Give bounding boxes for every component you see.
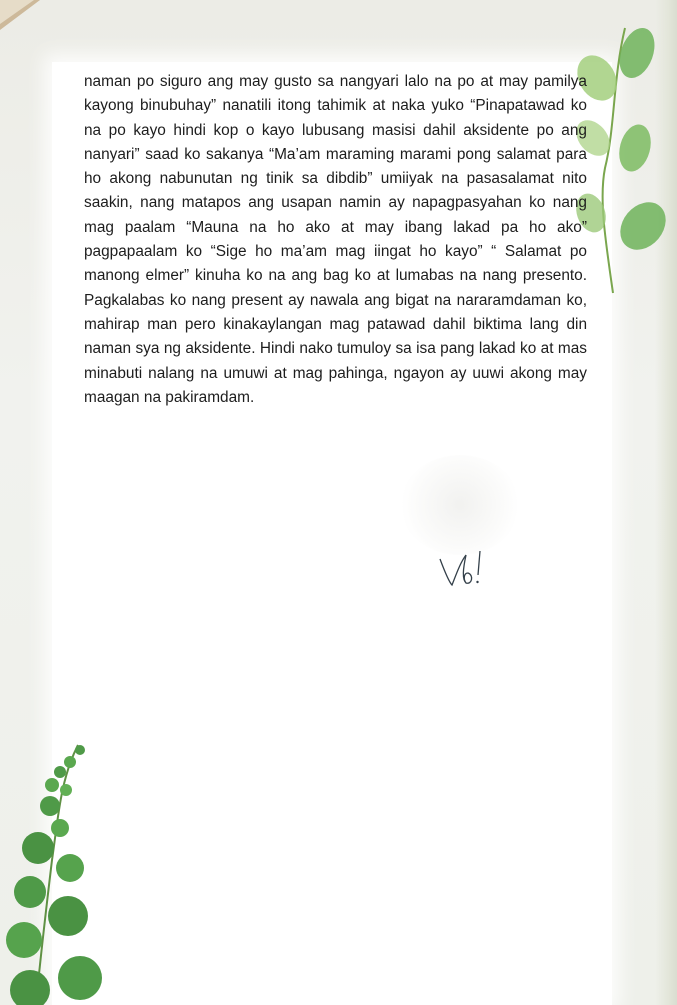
body-text: naman po siguro ang may gusto sa nangyari lalo na po at may pamilya kayong binubuhay” nanatili itong tahimik at naka yuko “Pinapatawad ko na po kayo hindi kop o kayo lubusang masisi dahil aksidente po ang nanyari” saad ko sakanya “Ma’am maraming marami pong salamat para ho akong nabunutan ng tinik sa dibdib” umiiyak na pasasalamat nito saakin, nang matapos ang usapan namin ay napagpasyahan ko nang mag paalam “Mauna na ho ako at may ibang lakad pa ho ako” pagpapaalam ko “Sige ho ma’am mag iingat ho kayo” “ Salamat po manong elmer” kinuha ko na ang bag ko at lumabas na nang presento. Pagkalabas ko nang present ay nawala ang bigat na nararamdaman ko, mahirap man pero kinakaylangan mag patawad dahil biktima lang din naman sya ng aksidente. Hindi nako tumuloy sa isa pang lakad ko at mas minabuti nalang na umuwi at mag pahinga, ngayon ay uuwi akong may maagan na pakiramdam. — [84, 73, 587, 406]
corner-fold-icon — [0, 0, 40, 30]
eucalyptus-branch-icon — [0, 740, 120, 1005]
paper-smudge — [400, 455, 520, 555]
handwritten-signature — [436, 545, 496, 595]
